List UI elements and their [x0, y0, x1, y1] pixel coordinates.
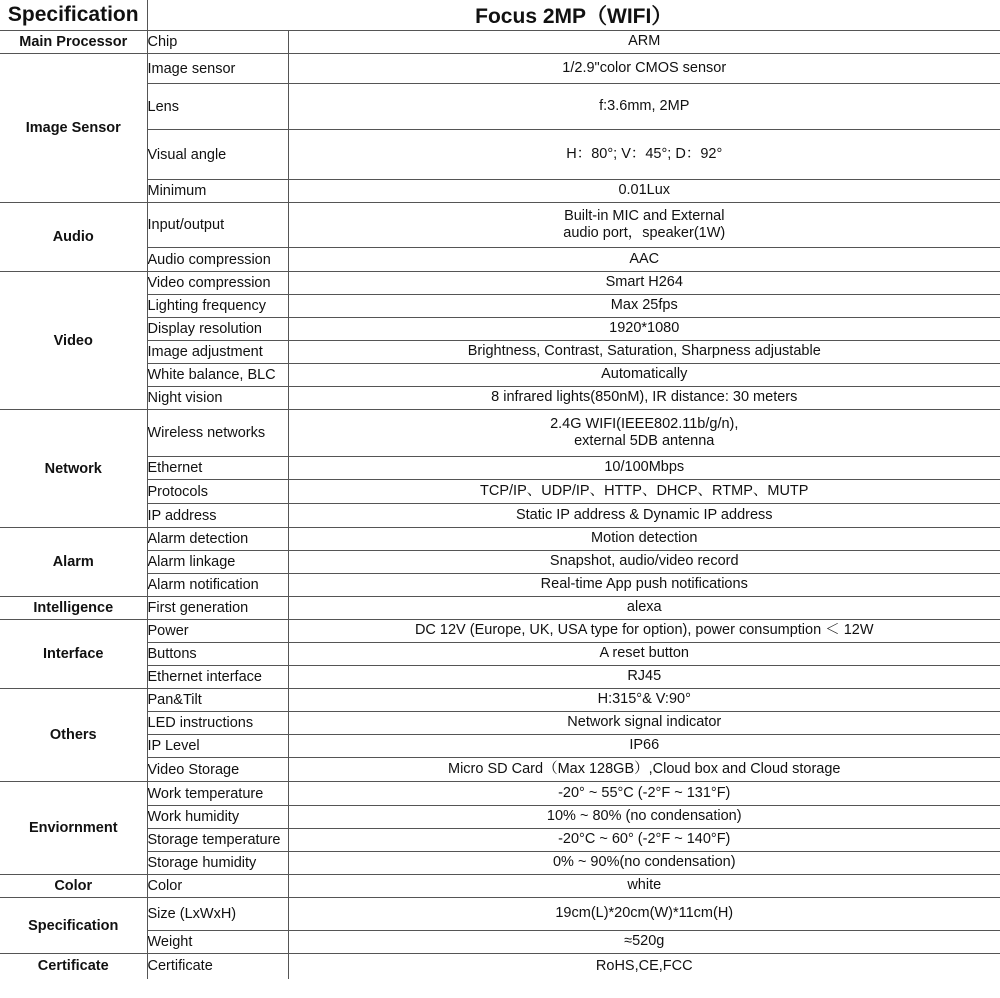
- item-cell: Weight: [147, 931, 288, 954]
- value-cell: Automatically: [288, 364, 1000, 387]
- item-cell: Alarm linkage: [147, 551, 288, 574]
- category-cell: Video: [0, 272, 147, 410]
- table-row: [0, 666, 1000, 689]
- table-row: [0, 318, 1000, 341]
- value-cell: Brightness, Contrast, Saturation, Sharpness adjustable: [288, 341, 1000, 364]
- item-cell: Video compression: [147, 272, 288, 295]
- table-row: [0, 410, 1000, 457]
- table-row: [0, 712, 1000, 735]
- category-cell: Interface: [0, 620, 147, 689]
- value-cell: Static IP address & Dynamic IP address: [288, 504, 1000, 528]
- value-cell: RoHS,CE,FCC: [288, 954, 1000, 979]
- value-cell: AAC: [288, 248, 1000, 272]
- value-cell: -20°C ~ 60° (-2°F ~ 140°F): [288, 829, 1000, 852]
- table-row: [0, 84, 1000, 130]
- item-cell: Certificate: [147, 954, 288, 979]
- item-cell: Night vision: [147, 387, 288, 410]
- item-cell: Storage humidity: [147, 852, 288, 875]
- item-cell: Wireless networks: [147, 410, 288, 457]
- item-cell: Alarm notification: [147, 574, 288, 597]
- item-cell: Input/output: [147, 203, 288, 248]
- item-cell: Audio compression: [147, 248, 288, 272]
- item-cell: LED instructions: [147, 712, 288, 735]
- value-cell: -20° ~ 55°C (-2°F ~ 131°F): [288, 782, 1000, 806]
- category-cell: Certificate: [0, 954, 147, 979]
- value-cell: 10% ~ 80% (no condensation): [288, 806, 1000, 829]
- value-cell: H:315°& V:90°: [288, 689, 1000, 712]
- item-cell: IP Level: [147, 735, 288, 758]
- value-cell: 1920*1080: [288, 318, 1000, 341]
- table-row: [0, 931, 1000, 954]
- value-cell: f:3.6mm, 2MP: [288, 84, 1000, 130]
- spec-header: Specification: [0, 0, 147, 31]
- table-row: [0, 248, 1000, 272]
- item-cell: Size (LxWxH): [147, 898, 288, 931]
- category-cell: Color: [0, 875, 147, 898]
- table-row: [0, 480, 1000, 504]
- value-cell: 10/100Mbps: [288, 457, 1000, 480]
- table-row: [0, 875, 1000, 898]
- value-cell: Micro SD Card（Max 128GB）,Cloud box and Cloud storage: [288, 758, 1000, 782]
- item-cell: Protocols: [147, 480, 288, 504]
- table-row: [0, 504, 1000, 528]
- item-cell: White balance, BLC: [147, 364, 288, 387]
- value-cell: Network signal indicator: [288, 712, 1000, 735]
- item-cell: IP address: [147, 504, 288, 528]
- table-row: [0, 387, 1000, 410]
- item-cell: Lighting frequency: [147, 295, 288, 318]
- category-cell: Audio: [0, 203, 147, 272]
- table-row: [0, 782, 1000, 806]
- value-cell: Snapshot, audio/video record: [288, 551, 1000, 574]
- table-row: [0, 203, 1000, 248]
- value-cell: TCP/IP、UDP/IP、HTTP、DHCP、RTMP、MUTP: [288, 480, 1000, 504]
- item-cell: Work temperature: [147, 782, 288, 806]
- category-cell: Image Sensor: [0, 54, 147, 203]
- table-row: [0, 574, 1000, 597]
- category-cell: Intelligence: [0, 597, 147, 620]
- table-row: [0, 829, 1000, 852]
- value-cell: white: [288, 875, 1000, 898]
- value-cell: Real-time App push notifications: [288, 574, 1000, 597]
- value-cell: ARM: [288, 31, 1000, 54]
- table-row: [0, 620, 1000, 643]
- table-row: [0, 54, 1000, 84]
- item-cell: Video Storage: [147, 758, 288, 782]
- item-cell: Image sensor: [147, 54, 288, 84]
- item-cell: Alarm detection: [147, 528, 288, 551]
- value-cell: 0% ~ 90%(no condensation): [288, 852, 1000, 875]
- item-cell: Work humidity: [147, 806, 288, 829]
- table-row: [0, 643, 1000, 666]
- value-cell: 2.4G WIFI(IEEE802.11b/g/n), external 5DB antenna: [288, 410, 1000, 457]
- table-row: [0, 457, 1000, 480]
- value-cell: A reset button: [288, 643, 1000, 666]
- value-cell: H：80°; V：45°; D：92°: [288, 130, 1000, 180]
- table-row: [0, 180, 1000, 203]
- table-row: [0, 954, 1000, 979]
- header-row: [0, 0, 1000, 31]
- item-cell: Buttons: [147, 643, 288, 666]
- table-row: [0, 806, 1000, 829]
- table-row: [0, 272, 1000, 295]
- item-cell: Power: [147, 620, 288, 643]
- table-row: [0, 130, 1000, 180]
- value-cell: Smart H264: [288, 272, 1000, 295]
- value-cell: Built-in MIC and External audio port，speaker(1W): [288, 203, 1000, 248]
- table-row: [0, 852, 1000, 875]
- category-cell: Specification: [0, 898, 147, 954]
- value-cell: Max 25fps: [288, 295, 1000, 318]
- spec-body: [0, 31, 1000, 979]
- model-header: Focus 2MP（WIFI）: [147, 0, 1000, 31]
- table-row: [0, 597, 1000, 620]
- value-cell: 0.01Lux: [288, 180, 1000, 203]
- item-cell: Ethernet interface: [147, 666, 288, 689]
- item-cell: Pan&Tilt: [147, 689, 288, 712]
- table-row: [0, 295, 1000, 318]
- table-row: [0, 341, 1000, 364]
- table-row: [0, 758, 1000, 782]
- item-cell: Minimum: [147, 180, 288, 203]
- item-cell: Chip: [147, 31, 288, 54]
- category-cell: Others: [0, 689, 147, 782]
- value-cell: ≈520g: [288, 931, 1000, 954]
- table-row: [0, 689, 1000, 712]
- item-cell: First generation: [147, 597, 288, 620]
- value-cell: 8 infrared lights(850nM), IR distance: 30 meters: [288, 387, 1000, 410]
- value-cell: 19cm(L)*20cm(W)*11cm(H): [288, 898, 1000, 931]
- item-cell: Visual angle: [147, 130, 288, 180]
- item-cell: Lens: [147, 84, 288, 130]
- category-cell: Enviornment: [0, 782, 147, 875]
- table-row: [0, 898, 1000, 931]
- category-cell: Network: [0, 410, 147, 528]
- item-cell: Storage temperature: [147, 829, 288, 852]
- value-cell: RJ45: [288, 666, 1000, 689]
- table-row: [0, 551, 1000, 574]
- category-cell: Alarm: [0, 528, 147, 597]
- value-cell: Motion detection: [288, 528, 1000, 551]
- item-cell: Image adjustment: [147, 341, 288, 364]
- table-row: [0, 528, 1000, 551]
- table-row: [0, 735, 1000, 758]
- item-cell: Display resolution: [147, 318, 288, 341]
- table-row: [0, 364, 1000, 387]
- category-cell: Main Processor: [0, 31, 147, 54]
- value-cell: IP66: [288, 735, 1000, 758]
- value-cell: alexa: [288, 597, 1000, 620]
- value-cell: DC 12V (Europe, UK, USA type for option), power consumption ＜ 12W: [288, 620, 1000, 643]
- item-cell: Ethernet: [147, 457, 288, 480]
- value-cell: 1/2.9"color CMOS sensor: [288, 54, 1000, 84]
- item-cell: Color: [147, 875, 288, 898]
- table-row: [0, 31, 1000, 54]
